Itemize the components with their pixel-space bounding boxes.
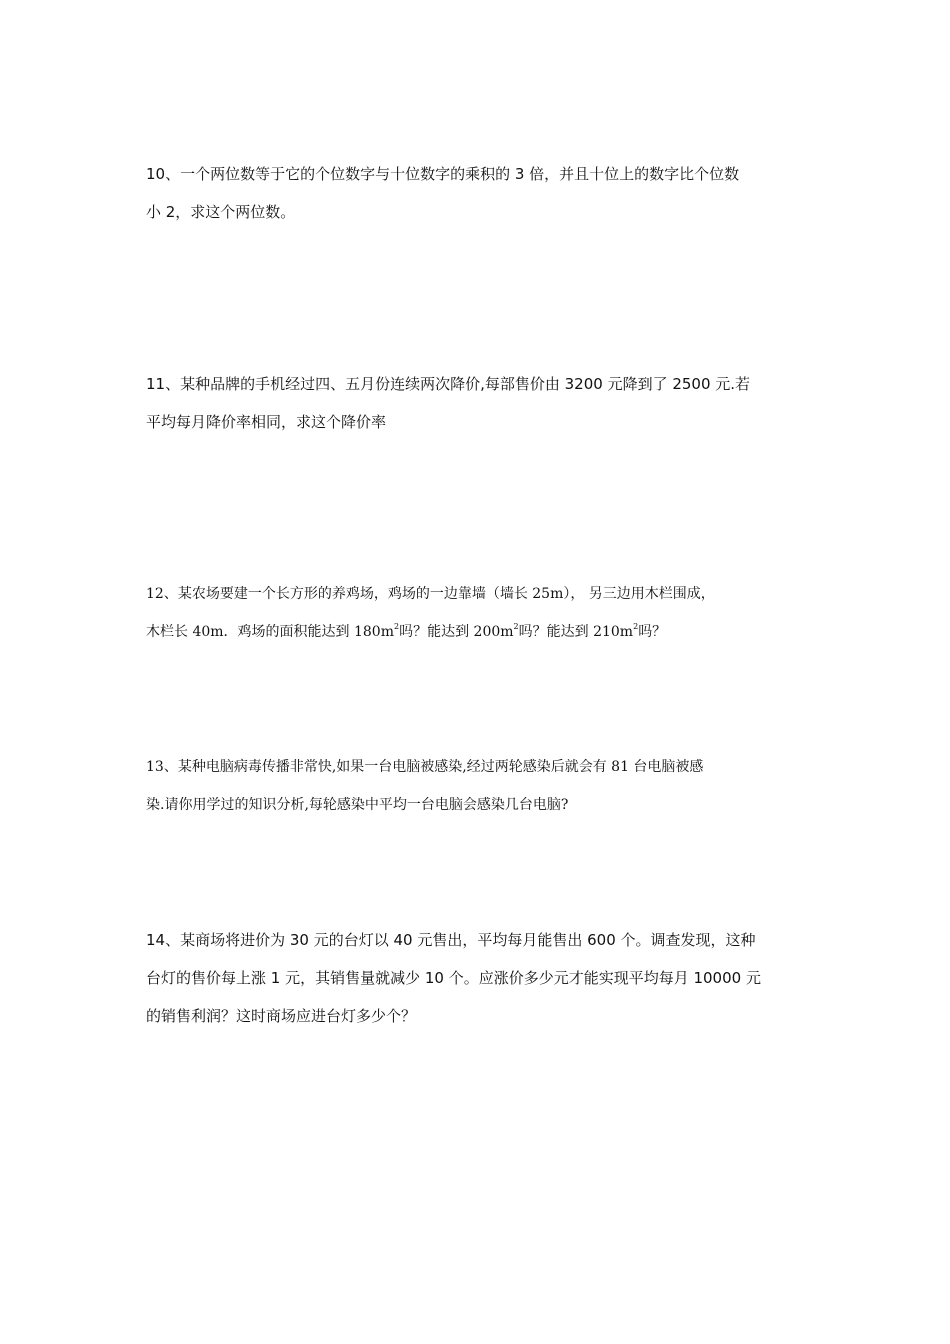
superscript-exponent: 2 xyxy=(513,622,519,631)
text-segment: 木栏长 40m．鸡场的面积能达到 180m xyxy=(146,624,394,640)
problem-14 xyxy=(146,929,818,1043)
superscript-exponent: 2 xyxy=(633,622,639,631)
problem-text-line: 13、某种电脑病毒传播非常快,如果一台电脑被感染,经过两轮感染后就会有 81 台电脑被感 xyxy=(146,759,704,775)
problem-text-line: 10、一个两位数等于它的个位数字与十位数字的乘积的 3 倍，并且十位上的数字比个位数 xyxy=(146,165,740,183)
text-segment: 吗？能达到 200m xyxy=(399,624,514,640)
text-segment: 吗？ xyxy=(638,624,667,640)
problem-text-line: 小 2，求这个两位数。 xyxy=(146,203,296,221)
problem-10 xyxy=(146,163,818,239)
problem-text-line: 11、某种品牌的手机经过四、五月份连续两次降价,每部售价由 3200 元降到了 2500 元.若 xyxy=(146,375,751,393)
problem-text-line xyxy=(146,621,818,659)
problem-text-line: 台灯的售价每上涨 1 元，其销售量就减少 10 个。应涨价多少元才能实现平均每月 10000 元 xyxy=(146,969,761,987)
superscript-exponent: 2 xyxy=(394,622,400,631)
text-segment: 吗？能达到 210m xyxy=(518,624,634,640)
problem-11 xyxy=(146,373,818,449)
problem-text-line: 12、某农场要建一个长方形的养鸡场，鸡场的一边靠墙（墙长 25m）， 另三边用木栏围成， xyxy=(146,586,715,602)
problem-13 xyxy=(146,756,818,832)
problem-text-line: 的销售利润？这时商场应进台灯多少个？ xyxy=(146,1007,417,1025)
problem-12 xyxy=(146,583,818,659)
problem-text-line: 平均每月降价率相同，求这个降价率 xyxy=(146,413,387,431)
problem-text-line: 14、某商场将进价为 30 元的台灯以 40 元售出，平均每月能售出 600 个。调查发现，这种 xyxy=(146,931,756,949)
problem-text-line: 染.请你用学过的知识分析,每轮感染中平均一台电脑会感染几台电脑? xyxy=(146,797,569,813)
